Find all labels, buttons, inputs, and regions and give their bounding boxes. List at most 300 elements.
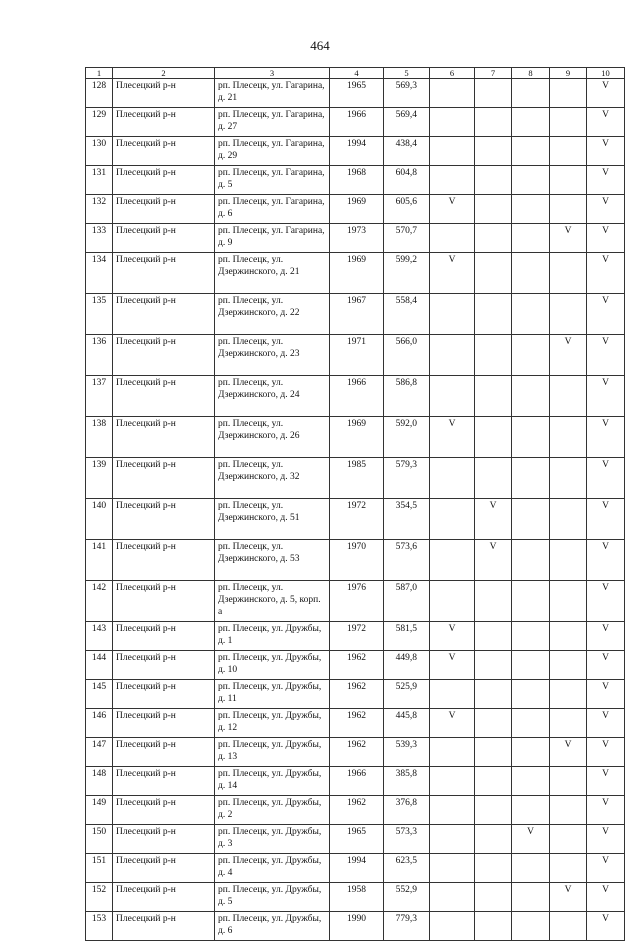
mark-cell-6 bbox=[430, 540, 475, 581]
row-number-cell: 151 bbox=[86, 854, 113, 883]
table-row bbox=[86, 108, 625, 137]
mark-cell-8 bbox=[512, 224, 550, 253]
mark-cell-8 bbox=[512, 883, 550, 912]
mark-cell-8 bbox=[512, 376, 550, 417]
area-cell: 566,0 bbox=[384, 335, 430, 376]
year-cell: 1994 bbox=[330, 854, 384, 883]
mark-cell-10: V bbox=[587, 581, 625, 622]
mark-cell-9 bbox=[550, 796, 587, 825]
district-cell: Плесецкий р-н bbox=[113, 883, 215, 912]
address-cell: рп. Плесецк, ул. Дружбы, д. 11 bbox=[215, 680, 330, 709]
table-row bbox=[86, 581, 625, 622]
mark-cell-9 bbox=[550, 680, 587, 709]
mark-cell-10: V bbox=[587, 912, 625, 941]
district-cell: Плесецкий р-н bbox=[113, 709, 215, 738]
mark-cell-6 bbox=[430, 108, 475, 137]
area-cell: 587,0 bbox=[384, 581, 430, 622]
table-row bbox=[86, 458, 625, 499]
mark-cell-7 bbox=[475, 767, 512, 796]
area-cell: 525,9 bbox=[384, 680, 430, 709]
year-cell: 1966 bbox=[330, 767, 384, 796]
mark-cell-9 bbox=[550, 253, 587, 294]
mark-cell-9: V bbox=[550, 883, 587, 912]
mark-cell-6: V bbox=[430, 417, 475, 458]
table-row bbox=[86, 79, 625, 108]
mark-cell-10: V bbox=[587, 796, 625, 825]
address-cell: рп. Плесецк, ул. Дзержинского, д. 53 bbox=[215, 540, 330, 581]
year-cell: 1969 bbox=[330, 253, 384, 294]
mark-cell-8 bbox=[512, 767, 550, 796]
column-header-row bbox=[86, 68, 625, 79]
mark-cell-10: V bbox=[587, 294, 625, 335]
mark-cell-7 bbox=[475, 854, 512, 883]
table-row bbox=[86, 253, 625, 294]
mark-cell-6 bbox=[430, 738, 475, 767]
district-cell: Плесецкий р-н bbox=[113, 137, 215, 166]
mark-cell-6: V bbox=[430, 622, 475, 651]
district-cell: Плесецкий р-н bbox=[113, 499, 215, 540]
area-cell: 592,0 bbox=[384, 417, 430, 458]
district-cell: Плесецкий р-н bbox=[113, 796, 215, 825]
mark-cell-8 bbox=[512, 79, 550, 108]
page-number: 464 bbox=[310, 38, 330, 53]
table-row bbox=[86, 166, 625, 195]
mark-cell-6 bbox=[430, 854, 475, 883]
mark-cell-9 bbox=[550, 540, 587, 581]
table-row bbox=[86, 335, 625, 376]
address-cell: рп. Плесецк, ул. Дружбы, д. 4 bbox=[215, 854, 330, 883]
mark-cell-7: V bbox=[475, 499, 512, 540]
area-cell: 445,8 bbox=[384, 709, 430, 738]
district-cell: Плесецкий р-н bbox=[113, 651, 215, 680]
mark-cell-9 bbox=[550, 195, 587, 224]
mark-cell-10: V bbox=[587, 767, 625, 796]
table-row bbox=[86, 854, 625, 883]
table-row bbox=[86, 738, 625, 767]
address-cell: рп. Плесецк, ул. Дружбы, д. 5 bbox=[215, 883, 330, 912]
district-cell: Плесецкий р-н bbox=[113, 166, 215, 195]
mark-cell-7 bbox=[475, 622, 512, 651]
year-cell: 1965 bbox=[330, 825, 384, 854]
year-cell: 1969 bbox=[330, 417, 384, 458]
mark-cell-10: V bbox=[587, 458, 625, 499]
year-cell: 1969 bbox=[330, 195, 384, 224]
year-cell: 1962 bbox=[330, 680, 384, 709]
column-header: 6 bbox=[430, 68, 475, 79]
district-cell: Плесецкий р-н bbox=[113, 294, 215, 335]
year-cell: 1962 bbox=[330, 709, 384, 738]
mark-cell-9 bbox=[550, 825, 587, 854]
mark-cell-8 bbox=[512, 108, 550, 137]
mark-cell-9 bbox=[550, 912, 587, 941]
mark-cell-9 bbox=[550, 79, 587, 108]
year-cell: 1994 bbox=[330, 137, 384, 166]
district-cell: Плесецкий р-н bbox=[113, 738, 215, 767]
area-cell: 573,3 bbox=[384, 825, 430, 854]
address-cell: рп. Плесецк, ул. Дружбы, д. 3 bbox=[215, 825, 330, 854]
mark-cell-7 bbox=[475, 108, 512, 137]
table-row bbox=[86, 622, 625, 651]
mark-cell-6 bbox=[430, 79, 475, 108]
mark-cell-7: V bbox=[475, 540, 512, 581]
mark-cell-8 bbox=[512, 294, 550, 335]
district-cell: Плесецкий р-н bbox=[113, 108, 215, 137]
mark-cell-8 bbox=[512, 499, 550, 540]
mark-cell-7 bbox=[475, 417, 512, 458]
table-row bbox=[86, 825, 625, 854]
district-cell: Плесецкий р-н bbox=[113, 195, 215, 224]
row-number-cell: 137 bbox=[86, 376, 113, 417]
address-cell: рп. Плесецк, ул. Гагарина, д. 21 bbox=[215, 79, 330, 108]
address-cell: рп. Плесецк, ул. Дружбы, д. 6 bbox=[215, 912, 330, 941]
area-cell: 579,3 bbox=[384, 458, 430, 499]
table-row bbox=[86, 796, 625, 825]
mark-cell-6 bbox=[430, 499, 475, 540]
address-cell: рп. Плесецк, ул. Дружбы, д. 12 bbox=[215, 709, 330, 738]
mark-cell-7 bbox=[475, 709, 512, 738]
year-cell: 1971 bbox=[330, 335, 384, 376]
column-header: 4 bbox=[330, 68, 384, 79]
mark-cell-7 bbox=[475, 651, 512, 680]
address-cell: рп. Плесецк, ул. Дзержинского, д. 22 bbox=[215, 294, 330, 335]
area-cell: 779,3 bbox=[384, 912, 430, 941]
year-cell: 1958 bbox=[330, 883, 384, 912]
row-number-cell: 147 bbox=[86, 738, 113, 767]
mark-cell-8 bbox=[512, 335, 550, 376]
mark-cell-10: V bbox=[587, 883, 625, 912]
district-cell: Плесецкий р-н bbox=[113, 335, 215, 376]
year-cell: 1970 bbox=[330, 540, 384, 581]
mark-cell-9 bbox=[550, 581, 587, 622]
year-cell: 1990 bbox=[330, 912, 384, 941]
mark-cell-7 bbox=[475, 825, 512, 854]
mark-cell-8 bbox=[512, 796, 550, 825]
mark-cell-6 bbox=[430, 166, 475, 195]
area-cell: 558,4 bbox=[384, 294, 430, 335]
mark-cell-9 bbox=[550, 709, 587, 738]
mark-cell-10: V bbox=[587, 540, 625, 581]
address-cell: рп. Плесецк, ул. Дружбы, д. 2 bbox=[215, 796, 330, 825]
mark-cell-6 bbox=[430, 883, 475, 912]
mark-cell-9 bbox=[550, 499, 587, 540]
address-cell: рп. Плесецк, ул. Дружбы, д. 10 bbox=[215, 651, 330, 680]
mark-cell-6 bbox=[430, 376, 475, 417]
district-cell: Плесецкий р-н bbox=[113, 79, 215, 108]
table-row bbox=[86, 499, 625, 540]
mark-cell-10: V bbox=[587, 137, 625, 166]
row-number-cell: 138 bbox=[86, 417, 113, 458]
mark-cell-8 bbox=[512, 166, 550, 195]
mark-cell-6: V bbox=[430, 195, 475, 224]
housing-register-table bbox=[85, 67, 625, 941]
mark-cell-8 bbox=[512, 540, 550, 581]
mark-cell-6 bbox=[430, 825, 475, 854]
mark-cell-8 bbox=[512, 912, 550, 941]
area-cell: 376,8 bbox=[384, 796, 430, 825]
area-cell: 449,8 bbox=[384, 651, 430, 680]
row-number-cell: 129 bbox=[86, 108, 113, 137]
address-cell: рп. Плесецк, ул. Гагарина, д. 29 bbox=[215, 137, 330, 166]
mark-cell-7 bbox=[475, 195, 512, 224]
mark-cell-10: V bbox=[587, 166, 625, 195]
area-cell: 539,3 bbox=[384, 738, 430, 767]
mark-cell-10: V bbox=[587, 499, 625, 540]
area-cell: 599,2 bbox=[384, 253, 430, 294]
mark-cell-6: V bbox=[430, 709, 475, 738]
year-cell: 1976 bbox=[330, 581, 384, 622]
address-cell: рп. Плесецк, ул. Дружбы, д. 14 bbox=[215, 767, 330, 796]
row-number-cell: 140 bbox=[86, 499, 113, 540]
mark-cell-9: V bbox=[550, 335, 587, 376]
area-cell: 604,8 bbox=[384, 166, 430, 195]
area-cell: 438,4 bbox=[384, 137, 430, 166]
district-cell: Плесецкий р-н bbox=[113, 854, 215, 883]
mark-cell-8 bbox=[512, 854, 550, 883]
year-cell: 1966 bbox=[330, 376, 384, 417]
mark-cell-8 bbox=[512, 458, 550, 499]
mark-cell-7 bbox=[475, 458, 512, 499]
address-cell: рп. Плесецк, ул. Дзержинского, д. 5, корп. а bbox=[215, 581, 330, 622]
mark-cell-6 bbox=[430, 680, 475, 709]
mark-cell-10: V bbox=[587, 709, 625, 738]
mark-cell-8 bbox=[512, 581, 550, 622]
mark-cell-7 bbox=[475, 738, 512, 767]
mark-cell-9 bbox=[550, 854, 587, 883]
mark-cell-7 bbox=[475, 224, 512, 253]
mark-cell-7 bbox=[475, 294, 512, 335]
mark-cell-6 bbox=[430, 335, 475, 376]
address-cell: рп. Плесецк, ул. Гагарина, д. 6 bbox=[215, 195, 330, 224]
district-cell: Плесецкий р-н bbox=[113, 253, 215, 294]
area-cell: 552,9 bbox=[384, 883, 430, 912]
address-cell: рп. Плесецк, ул. Гагарина, д. 27 bbox=[215, 108, 330, 137]
year-cell: 1966 bbox=[330, 108, 384, 137]
mark-cell-9 bbox=[550, 651, 587, 680]
row-number-cell: 146 bbox=[86, 709, 113, 738]
mark-cell-6 bbox=[430, 767, 475, 796]
year-cell: 1972 bbox=[330, 622, 384, 651]
table-row bbox=[86, 195, 625, 224]
mark-cell-9 bbox=[550, 767, 587, 796]
year-cell: 1967 bbox=[330, 294, 384, 335]
row-number-cell: 131 bbox=[86, 166, 113, 195]
mark-cell-8 bbox=[512, 680, 550, 709]
district-cell: Плесецкий р-н bbox=[113, 224, 215, 253]
row-number-cell: 135 bbox=[86, 294, 113, 335]
district-cell: Плесецкий р-н bbox=[113, 540, 215, 581]
row-number-cell: 133 bbox=[86, 224, 113, 253]
area-cell: 569,4 bbox=[384, 108, 430, 137]
mark-cell-7 bbox=[475, 912, 512, 941]
row-number-cell: 134 bbox=[86, 253, 113, 294]
mark-cell-6: V bbox=[430, 651, 475, 680]
mark-cell-9 bbox=[550, 417, 587, 458]
district-cell: Плесецкий р-н bbox=[113, 581, 215, 622]
year-cell: 1962 bbox=[330, 651, 384, 680]
row-number-cell: 152 bbox=[86, 883, 113, 912]
mark-cell-10: V bbox=[587, 79, 625, 108]
district-cell: Плесецкий р-н bbox=[113, 417, 215, 458]
address-cell: рп. Плесецк, ул. Дзержинского, д. 24 bbox=[215, 376, 330, 417]
mark-cell-6 bbox=[430, 294, 475, 335]
district-cell: Плесецкий р-н bbox=[113, 622, 215, 651]
table-row bbox=[86, 912, 625, 941]
mark-cell-9: V bbox=[550, 738, 587, 767]
mark-cell-10: V bbox=[587, 622, 625, 651]
row-number-cell: 148 bbox=[86, 767, 113, 796]
row-number-cell: 132 bbox=[86, 195, 113, 224]
mark-cell-9: V bbox=[550, 224, 587, 253]
mark-cell-7 bbox=[475, 137, 512, 166]
address-cell: рп. Плесецк, ул. Дзержинского, д. 26 bbox=[215, 417, 330, 458]
area-cell: 586,8 bbox=[384, 376, 430, 417]
mark-cell-8 bbox=[512, 253, 550, 294]
table-row bbox=[86, 540, 625, 581]
mark-cell-10: V bbox=[587, 195, 625, 224]
row-number-cell: 149 bbox=[86, 796, 113, 825]
row-number-cell: 145 bbox=[86, 680, 113, 709]
mark-cell-7 bbox=[475, 166, 512, 195]
area-cell: 569,3 bbox=[384, 79, 430, 108]
column-header: 10 bbox=[587, 68, 625, 79]
address-cell: рп. Плесецк, ул. Дзержинского, д. 32 bbox=[215, 458, 330, 499]
row-number-cell: 143 bbox=[86, 622, 113, 651]
column-header: 2 bbox=[113, 68, 215, 79]
address-cell: рп. Плесецк, ул. Дзержинского, д. 21 bbox=[215, 253, 330, 294]
mark-cell-9 bbox=[550, 137, 587, 166]
row-number-cell: 141 bbox=[86, 540, 113, 581]
mark-cell-10: V bbox=[587, 335, 625, 376]
table-row bbox=[86, 651, 625, 680]
mark-cell-10: V bbox=[587, 738, 625, 767]
mark-cell-9 bbox=[550, 166, 587, 195]
column-header: 9 bbox=[550, 68, 587, 79]
year-cell: 1962 bbox=[330, 738, 384, 767]
mark-cell-6 bbox=[430, 137, 475, 166]
table-row bbox=[86, 294, 625, 335]
area-cell: 605,6 bbox=[384, 195, 430, 224]
mark-cell-7 bbox=[475, 79, 512, 108]
area-cell: 581,5 bbox=[384, 622, 430, 651]
table-body bbox=[86, 79, 625, 941]
area-cell: 570,7 bbox=[384, 224, 430, 253]
mark-cell-9 bbox=[550, 108, 587, 137]
mark-cell-6 bbox=[430, 224, 475, 253]
column-header: 7 bbox=[475, 68, 512, 79]
row-number-cell: 142 bbox=[86, 581, 113, 622]
mark-cell-7 bbox=[475, 883, 512, 912]
column-header: 3 bbox=[215, 68, 330, 79]
mark-cell-9 bbox=[550, 376, 587, 417]
row-number-cell: 139 bbox=[86, 458, 113, 499]
table-row bbox=[86, 137, 625, 166]
address-cell: рп. Плесецк, ул. Дзержинского, д. 51 bbox=[215, 499, 330, 540]
mark-cell-7 bbox=[475, 796, 512, 825]
area-cell: 354,5 bbox=[384, 499, 430, 540]
mark-cell-10: V bbox=[587, 854, 625, 883]
mark-cell-7 bbox=[475, 376, 512, 417]
mark-cell-10: V bbox=[587, 376, 625, 417]
area-cell: 573,6 bbox=[384, 540, 430, 581]
mark-cell-9 bbox=[550, 622, 587, 651]
mark-cell-8 bbox=[512, 709, 550, 738]
table-row bbox=[86, 376, 625, 417]
mark-cell-9 bbox=[550, 458, 587, 499]
mark-cell-9 bbox=[550, 294, 587, 335]
mark-cell-8 bbox=[512, 622, 550, 651]
mark-cell-10: V bbox=[587, 253, 625, 294]
mark-cell-8 bbox=[512, 195, 550, 224]
row-number-cell: 130 bbox=[86, 137, 113, 166]
mark-cell-8 bbox=[512, 417, 550, 458]
mark-cell-6 bbox=[430, 581, 475, 622]
row-number-cell: 144 bbox=[86, 651, 113, 680]
mark-cell-8: V bbox=[512, 825, 550, 854]
mark-cell-7 bbox=[475, 253, 512, 294]
district-cell: Плесецкий р-н bbox=[113, 680, 215, 709]
row-number-cell: 153 bbox=[86, 912, 113, 941]
year-cell: 1965 bbox=[330, 79, 384, 108]
mark-cell-6 bbox=[430, 796, 475, 825]
table-row bbox=[86, 883, 625, 912]
district-cell: Плесецкий р-н bbox=[113, 767, 215, 796]
district-cell: Плесецкий р-н bbox=[113, 458, 215, 499]
address-cell: рп. Плесецк, ул. Дзержинского, д. 23 bbox=[215, 335, 330, 376]
table-row bbox=[86, 709, 625, 738]
mark-cell-10: V bbox=[587, 417, 625, 458]
mark-cell-6 bbox=[430, 912, 475, 941]
table-row bbox=[86, 224, 625, 253]
mark-cell-10: V bbox=[587, 108, 625, 137]
district-cell: Плесецкий р-н bbox=[113, 825, 215, 854]
mark-cell-7 bbox=[475, 581, 512, 622]
mark-cell-10: V bbox=[587, 680, 625, 709]
mark-cell-10: V bbox=[587, 224, 625, 253]
district-cell: Плесецкий р-н bbox=[113, 912, 215, 941]
address-cell: рп. Плесецк, ул. Гагарина, д. 9 bbox=[215, 224, 330, 253]
table-row bbox=[86, 680, 625, 709]
column-header: 8 bbox=[512, 68, 550, 79]
row-number-cell: 136 bbox=[86, 335, 113, 376]
mark-cell-6 bbox=[430, 458, 475, 499]
year-cell: 1985 bbox=[330, 458, 384, 499]
mark-cell-8 bbox=[512, 137, 550, 166]
row-number-cell: 150 bbox=[86, 825, 113, 854]
year-cell: 1972 bbox=[330, 499, 384, 540]
district-cell: Плесецкий р-н bbox=[113, 376, 215, 417]
row-number-cell: 128 bbox=[86, 79, 113, 108]
year-cell: 1962 bbox=[330, 796, 384, 825]
address-cell: рп. Плесецк, ул. Дружбы, д. 1 bbox=[215, 622, 330, 651]
area-cell: 623,5 bbox=[384, 854, 430, 883]
address-cell: рп. Плесецк, ул. Гагарина, д. 5 bbox=[215, 166, 330, 195]
column-header: 5 bbox=[384, 68, 430, 79]
mark-cell-7 bbox=[475, 335, 512, 376]
column-header: 1 bbox=[86, 68, 113, 79]
year-cell: 1968 bbox=[330, 166, 384, 195]
mark-cell-10: V bbox=[587, 825, 625, 854]
year-cell: 1973 bbox=[330, 224, 384, 253]
mark-cell-8 bbox=[512, 651, 550, 680]
table-row bbox=[86, 767, 625, 796]
mark-cell-6: V bbox=[430, 253, 475, 294]
mark-cell-8 bbox=[512, 738, 550, 767]
address-cell: рп. Плесецк, ул. Дружбы, д. 13 bbox=[215, 738, 330, 767]
mark-cell-10: V bbox=[587, 651, 625, 680]
area-cell: 385,8 bbox=[384, 767, 430, 796]
mark-cell-7 bbox=[475, 680, 512, 709]
table-row bbox=[86, 417, 625, 458]
